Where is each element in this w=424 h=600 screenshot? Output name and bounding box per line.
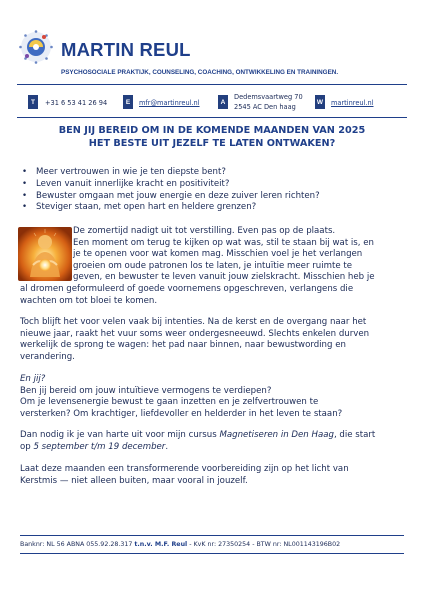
separator: - bbox=[252, 541, 255, 548]
text-span: , die start bbox=[333, 430, 376, 440]
question-heading: En jij? bbox=[20, 374, 46, 384]
phone-label-icon: T bbox=[28, 95, 38, 109]
text-line: versterken? Om krachtiger, liefdevoller en helderder in het leven te staan? bbox=[20, 408, 343, 419]
intentions-paragraph bbox=[20, 317, 410, 363]
page-title bbox=[20, 125, 404, 150]
email-label-icon: E bbox=[123, 95, 133, 109]
website-link[interactable]: martinreul.nl bbox=[331, 99, 374, 107]
list-item: • Meer vertrouwen in wie je ten diepste bent? bbox=[22, 167, 320, 179]
text-line: Kerstmis — niet alleen buiten, maar vooral in jouzelf. bbox=[20, 475, 248, 486]
kvk-number: KvK nr: 27350254 bbox=[193, 541, 251, 548]
contact-bar bbox=[0, 91, 424, 115]
header-divider bbox=[17, 84, 407, 85]
text-line: Een moment om terug te kijken op wat was, stil te staan bij wat is, en bbox=[73, 237, 374, 248]
email-link[interactable]: mfr@martinreul.nl bbox=[139, 99, 200, 107]
text-line bbox=[20, 442, 410, 454]
list-item: • Leven vanuit innerlijke kracht en positiviteit? bbox=[22, 179, 320, 191]
text-line: De zomertijd nadigt uit tot verstilling. Even pas op de plaats. bbox=[73, 226, 336, 236]
question-list bbox=[22, 167, 320, 214]
course-dates: 5 september t/m 19 december bbox=[33, 441, 166, 452]
closing-paragraph bbox=[20, 464, 410, 487]
text-line: Laat deze maanden een transformerende voorbereiding zijn op het licht van bbox=[20, 464, 349, 474]
separator: - bbox=[189, 541, 192, 548]
intro-paragraph bbox=[20, 226, 410, 307]
address-label-icon: A bbox=[218, 95, 228, 109]
bank-number: Banknr: NL 56 ABNA 055.92.28.317 bbox=[20, 541, 133, 548]
brand-name: MARTIN REUL bbox=[61, 39, 191, 60]
text-line: Toch blijft het voor velen vaak bij intenties. Na de kerst en de overgang naar het bbox=[20, 317, 367, 327]
question-paragraph bbox=[20, 374, 410, 420]
text-line: nieuwe jaar, raakt het vuur soms weer ondergesneeuwd. Slechts enkelen durven bbox=[20, 328, 370, 339]
text-line: groeien om oude patronen los te laten, je intuïtie meer ruimte te bbox=[73, 260, 353, 271]
course-name: Magnetiseren in Den Haag bbox=[219, 430, 334, 440]
btw-number: BTW nr: NL001143196B02 bbox=[256, 541, 341, 548]
text-span: Dan nodig ik je van harte uit voor mijn cursus bbox=[20, 430, 220, 440]
text-line: wachten om tot bloei te komen. bbox=[20, 295, 158, 306]
text-line bbox=[20, 430, 410, 442]
title-line-2: HET BESTE UIT JEZELF TE LATEN ONTWAKEN? bbox=[88, 137, 336, 149]
list-item: • Steviger staan, met open hart en heldere grenzen? bbox=[22, 202, 320, 214]
logo-icon bbox=[17, 28, 55, 66]
text-line: Ben jij bereid om jouw intuïtieve vermogens te verdiepen? bbox=[20, 385, 272, 396]
list-item: • Bewuster omgaan met jouw energie en deze zuiver leren richten? bbox=[22, 191, 320, 203]
text-line: Om je levensenergie bewust te gaan inzetten en je zelfvertrouwen te bbox=[20, 397, 319, 408]
text-span: . bbox=[165, 441, 169, 452]
text-line: je te openen voor wat komen mag. Misschien voel je het verlangen bbox=[73, 249, 363, 260]
web-label-icon: W bbox=[315, 95, 325, 109]
text-span: op bbox=[20, 441, 34, 452]
address-line-2: 2545 AC Den haag bbox=[234, 103, 296, 111]
footer-bottom-divider bbox=[20, 553, 404, 554]
title-line-1: BEN JIJ BEREID OM IN DE KOMENDE MAANDEN VAN 2025 bbox=[58, 125, 366, 136]
account-holder: t.n.v. M.F. Reul bbox=[134, 541, 188, 548]
brand-tagline: PSYCHOSOCIALE PRAKTIJK, COUNSELING, COACHING, ONTWIKKELING EN TRAININGEN. bbox=[61, 69, 339, 76]
text-line: al dromen geformuleerd of goede voornemens opgeschreven, verlangens die bbox=[20, 283, 354, 294]
text-line: werkelijk de sprong te wagen: het pad naar binnen, naar bewustwording en bbox=[20, 340, 346, 351]
text-line: geven, en bewuster te leven vanuit jouw zielskracht. Misschien heb je bbox=[73, 272, 375, 283]
footer-divider bbox=[20, 535, 404, 536]
footer-bank-info bbox=[20, 541, 404, 548]
contact-divider bbox=[17, 117, 407, 118]
text-line: verandering. bbox=[20, 351, 75, 362]
invitation-paragraph bbox=[20, 430, 410, 453]
address-line-1: Dedemsvaartweg 70 bbox=[234, 93, 303, 101]
phone-number[interactable]: +31 6 53 41 26 94 bbox=[45, 99, 108, 107]
